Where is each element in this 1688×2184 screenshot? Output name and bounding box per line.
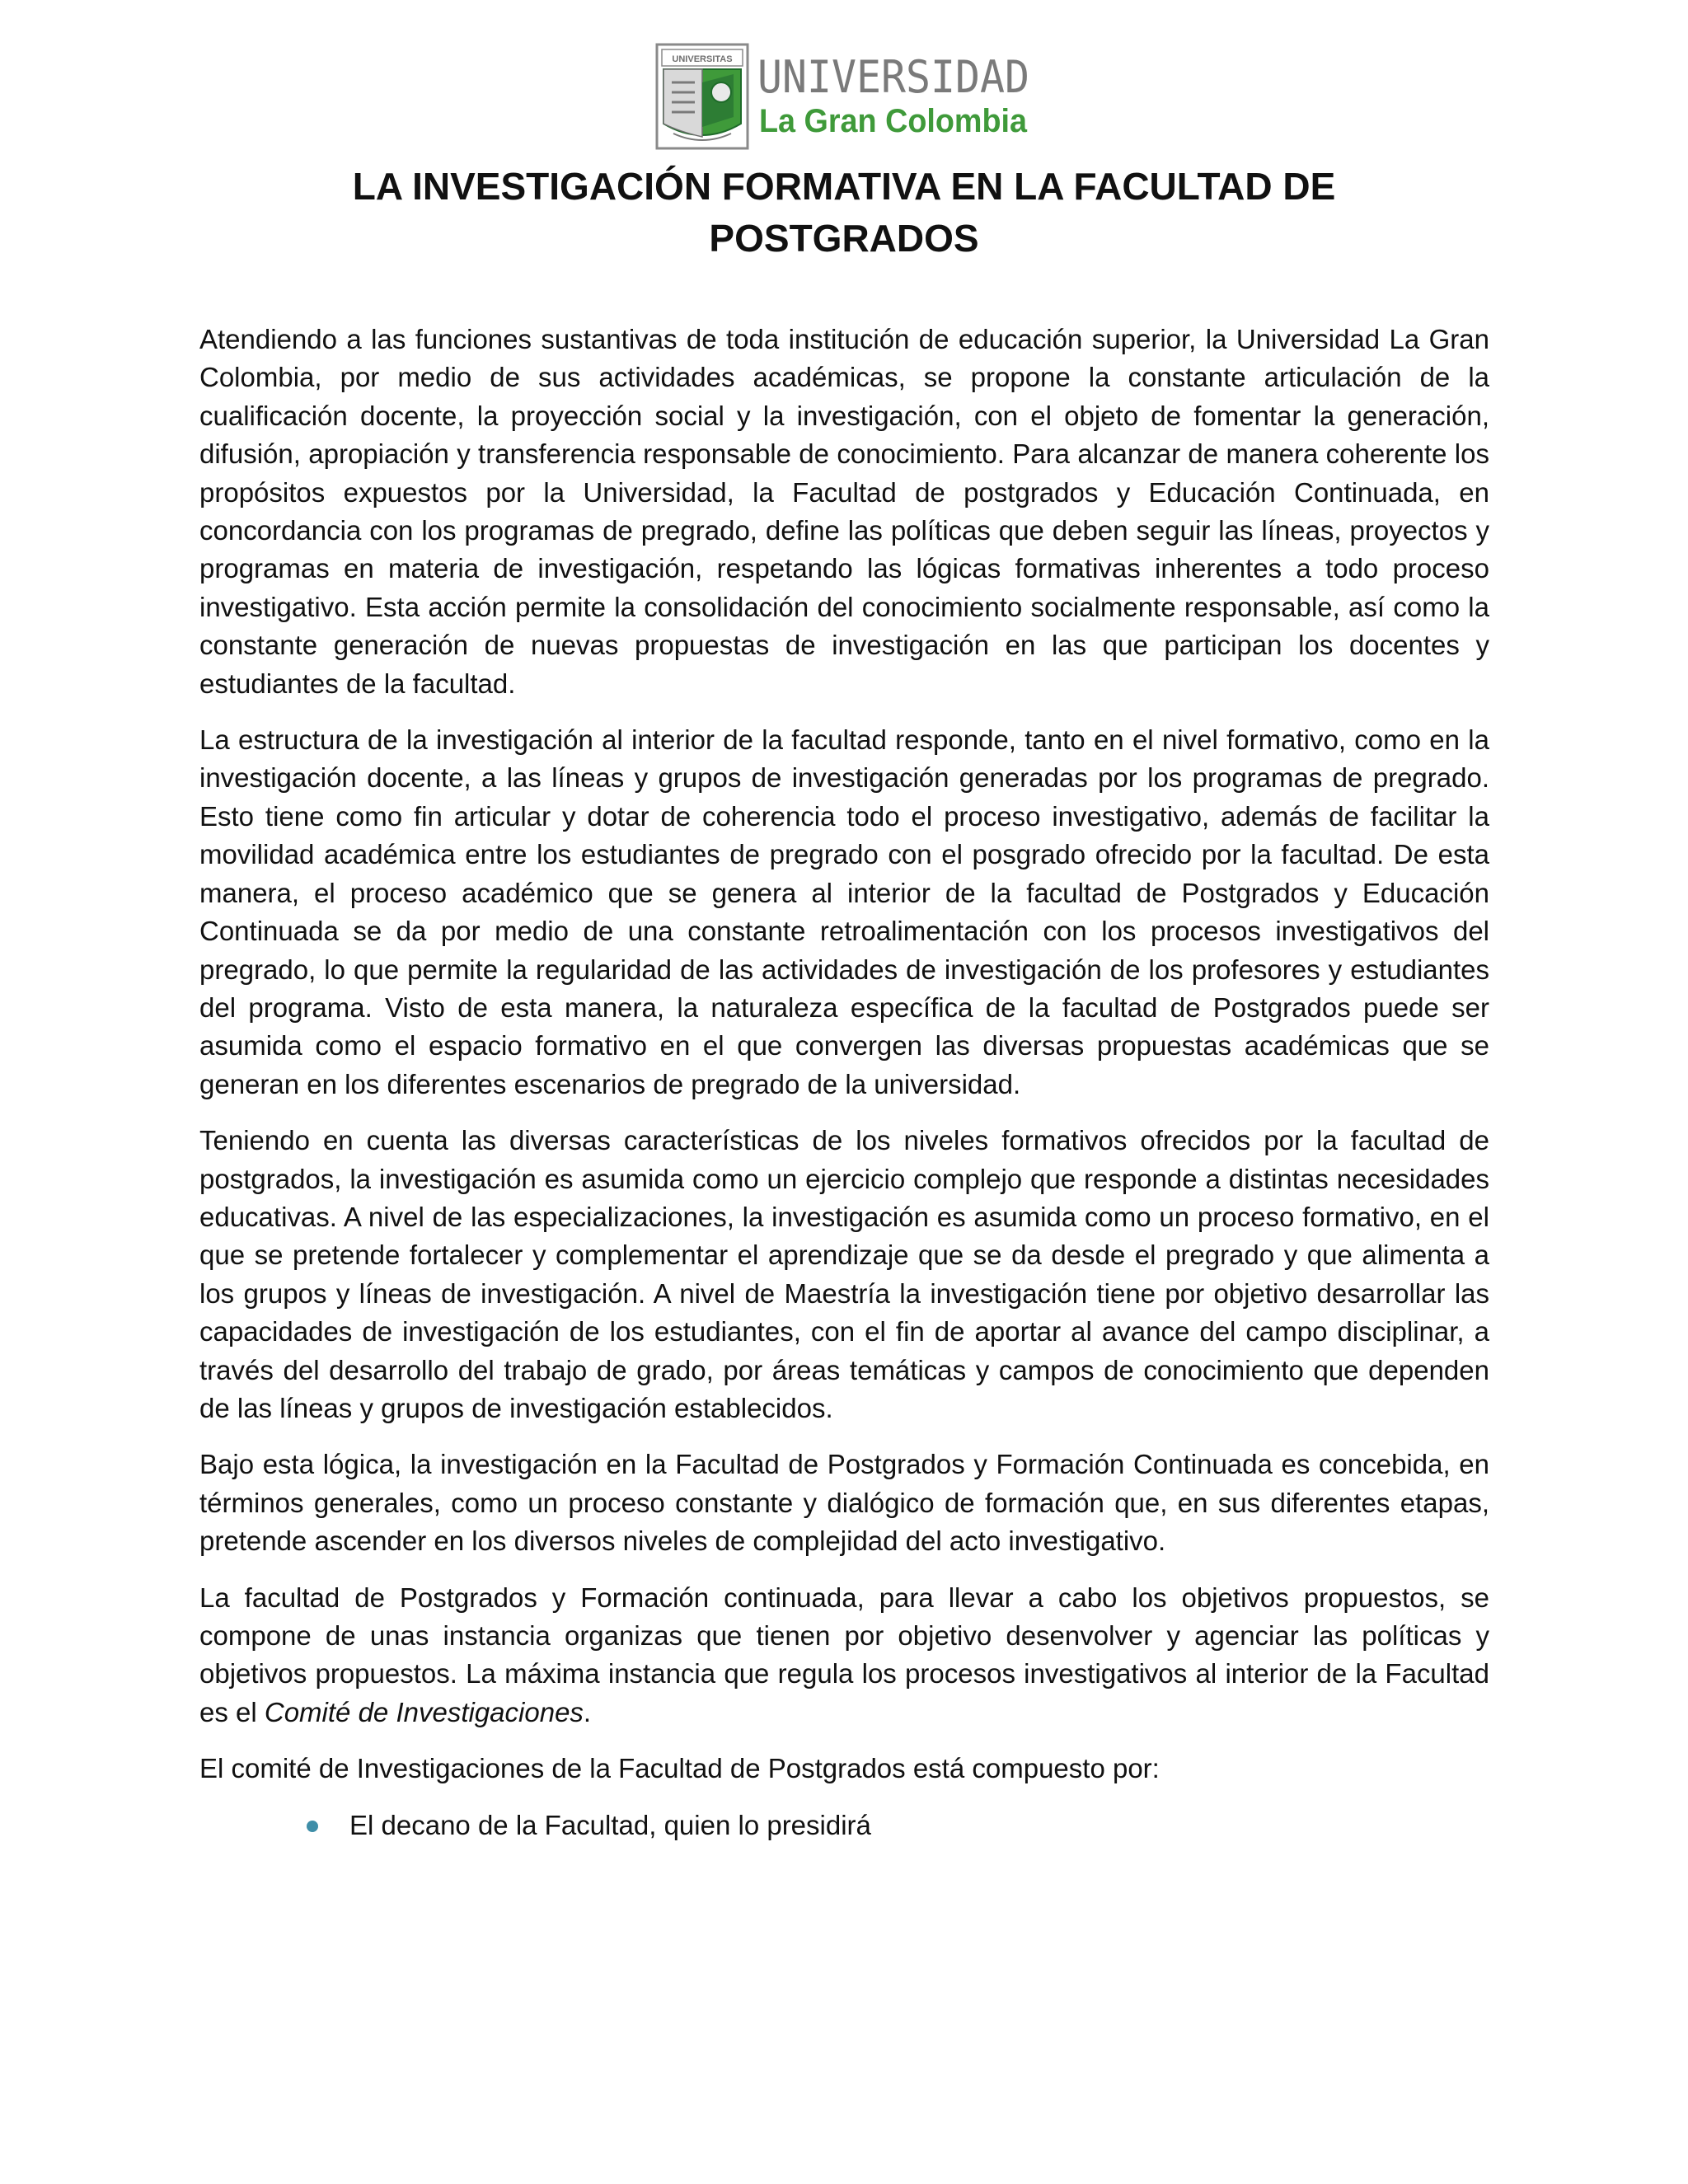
paragraph-6: El comité de Investigaciones de la Facultad de Postgrados está compuesto por:	[199, 1753, 1160, 1784]
committee-members-list	[199, 1807, 1489, 1844]
list-item	[199, 1807, 1489, 1844]
university-logo	[655, 41, 1034, 152]
paragraph-5	[199, 1579, 1489, 1732]
paragraph-2: La estructura de la investigación al interior de la facultad responde, tanto en el nivel formativo, como en la investigación docente, a las líneas y grupos de investigación generadas por los programas de pregrado. Esto tiene como fin articular y dotar de coherencia todo el proceso investigativo, además de facilitar la movilidad académica entre los estudiantes de pregrado con el posgrado ofrecido por la facultad. De esta manera, el proceso académico que se genera al interior de la facultad de Postgrados y Educación Continuada se da por medio de una constante retroalimentación con los procesos investigativos del pregrado, lo que permite la regularidad de las actividades de investigación de los profesores y estudiantes del programa. Visto de esta manera, la naturaleza específica de la facultad de Postgrados puede ser asumida como el espacio formativo en el que convergen las diversas propuestas académicas que se generan en los diferentes escenarios de pregrado de la universidad.	[199, 724, 1489, 1099]
paragraph-4: Bajo esta lógica, la investigación en la Facultad de Postgrados y Formación Continuada es concebida, en términos generales, como un proceso constante y dialógico de formación que, en sus diferentes etapas, pretende ascender en los diversos niveles de complejidad del acto investigativo.	[199, 1449, 1489, 1557]
list-item-text: El decano de la Facultad, quien lo presidirá	[349, 1809, 871, 1840]
document-body	[199, 321, 1489, 1844]
paragraph-5-text: La facultad de Postgrados y Formación continuada, para llevar a cabo los objetivos propuestos, se compone de unas instancia organizas que tienen por objetivo desenvolver y agenciar las políticas y objetivos propuestos. La máxima instancia que regula los procesos investigativos al interior de la Facultad es el	[199, 1582, 1489, 1727]
university-logo-graphic	[655, 41, 1034, 152]
logo-badge-text: UNIVERSITAS	[672, 54, 733, 64]
paragraph-1: Atendiendo a las funciones sustantivas de toda institución de educación superior, la Universidad La Gran Colombia, por medio de sus actividades académicas, se propone la constante articulación de la cualificación docente, la proyección social y la investigación, con el objeto de fomentar la generación, difusión, apropiación y transferencia responsable de conocimiento. Para alcanzar de manera coherente los propósitos expuestos por la Universidad, la Facultad de postgrados y Educación Continuada, en concordancia con los programas de pregrado, define las políticas que deben seguir las líneas, proyectos y programas en materia de investigación, respetando las lógicas formativas inherentes a todo proceso investigativo. Esta acción permite la consolidación del conocimiento socialmente responsable, así como la constante generación de nuevas propuestas de investigación en las que participan los docentes y estudiantes de la facultad.	[199, 324, 1489, 699]
paragraph-3: Teniendo en cuenta las diversas características de los niveles formativos ofrecidos por la facultad de postgrados, la investigación es asumida como un ejercicio complejo que responde a distintas necesidades educativas. A nivel de las especializaciones, la investigación es asumida como un proceso formativo, en el que se pretende fortalecer y complementar el aprendizaje que se da desde el pregrado y que alimenta a los grupos y líneas de investigación. A nivel de Maestría la investigación tiene por objetivo desarrollar las capacidades de investigación de los estudiantes, con el fin de aportar al avance del campo disciplinar, a través del desarrollo del trabajo de grado, por áreas temáticas y campos de conocimiento que dependen de las líneas y grupos de investigación establecidos.	[199, 1125, 1489, 1423]
committee-name-emphasis: Comité de Investigaciones	[264, 1696, 584, 1727]
logo-wordmark-bottom: La Gran Colombia	[759, 103, 1028, 139]
logo-wordmark-top: UNIVERSIDAD	[757, 51, 1029, 103]
bullet-icon	[307, 1821, 318, 1832]
paragraph-5-end: .	[583, 1696, 592, 1727]
document-title: LA INVESTIGACIÓN FORMATIVA EN LA FACULTAD DE POSTGRADOS	[352, 165, 1336, 260]
